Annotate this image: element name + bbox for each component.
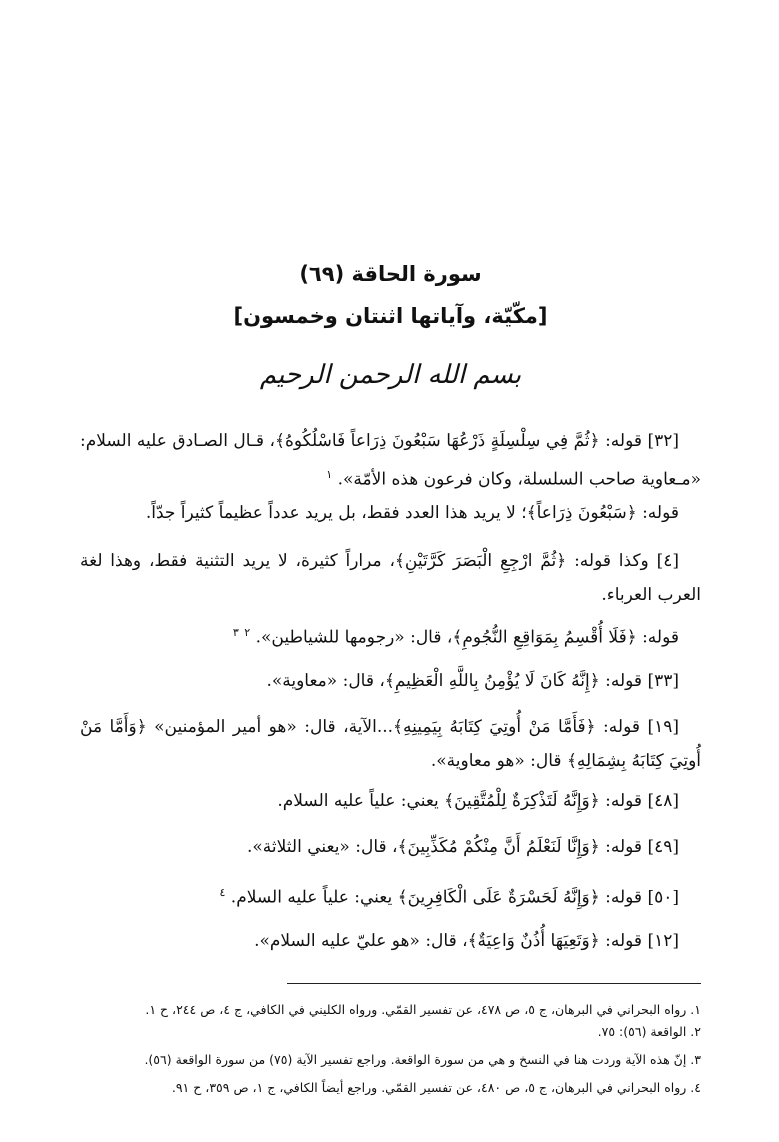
paragraph-verse-19 bbox=[80, 710, 701, 778]
paragraph-verse-4 bbox=[80, 544, 701, 612]
footnote-3: ٣. إنّ هذه الآية وردت هنا في النسخ و هي من سورة الواقعة. وراجع تفسير الآية (٧٥) من سورة الواقعة (٥٦). bbox=[144, 1052, 701, 1067]
paragraph-verse-12 bbox=[80, 924, 701, 958]
footnote-marker: ١ bbox=[326, 468, 333, 481]
paragraph-text: [٤٩] قوله: ﴿وَإِنَّا لَنَعْلَمُ أَنَّ مِنْكُمْ مُكَذِّبِينَ﴾، قال: «يعني الثلاثة». bbox=[246, 837, 679, 857]
paragraph-verse-50 bbox=[80, 876, 701, 915]
paragraph-text: [١٩] قوله: ﴿فَأَمَّا مَنْ أُوتِيَ كِتَابَهُ بِيَمِينِهِ﴾...الآية، قال: «هو أمير المؤمنين» ﴿وَأَمَّا مَنْ أُوتِيَ كِتَابَهُ بِشِمَالِهِ﴾ قال: «هو معاوية». bbox=[80, 717, 701, 771]
basmala-calligraphy: بسم الله الرحمن الرحيم bbox=[259, 360, 522, 390]
footnote-divider bbox=[287, 983, 701, 984]
paragraph-verse-33 bbox=[80, 664, 701, 698]
footnote-marker: ٢ bbox=[244, 626, 251, 639]
paragraph-text: قوله: ﴿فَلَا أُقْسِمُ بِمَوَاقِعِ النُّجُومِ﴾، قال: «رجومها للشياطين». bbox=[255, 627, 679, 648]
footnote-2: ٢. الواقعة (٥٦): ٧٥. bbox=[597, 1024, 701, 1039]
paragraph-seventy-cubits bbox=[80, 496, 701, 530]
paragraph-text: [٤] وكذا قوله: ﴿ثُمَّ ارْجِعِ الْبَصَرَ كَرَّتَيْنِ﴾، مراراً كثيرة، لا يريد التثنية فقط، وهذا لغة العرب العرباء. bbox=[80, 551, 701, 605]
paragraph-text: [٥٠] قوله: ﴿وَإِنَّهُ لَحَسْرَةٌ عَلَى الْكَافِرِينَ﴾ يعني: علياً عليه السلام. bbox=[230, 887, 679, 908]
footnote-1: ١. رواه البحراني في البرهان، ج ٥، ص ٤٧٨، عن تفسير القمّي. ورواه الكليني في الكافي، ج ٤، ص ٢٤٤، ح ١. bbox=[145, 1002, 701, 1017]
paragraph-verse-49 bbox=[80, 830, 701, 864]
footnote-marker: ٣ bbox=[232, 626, 239, 639]
surah-title: سورة الحاقة (٦٩) bbox=[299, 262, 482, 286]
document-page bbox=[80, 0, 701, 1142]
paragraph-mawaqi-nujum bbox=[80, 616, 701, 655]
footnote-marker: ٤ bbox=[219, 886, 226, 899]
paragraph-text: قوله: ﴿سَبْعُونَ ذِرَاعاً﴾؛ لا يريد هذا العدد فقط، بل يريد عدداً عظيماً كثيراً جدّاً. bbox=[145, 503, 679, 523]
paragraph-text: [١٢] قوله: ﴿وَتَعِيَهَا أُذُنٌ وَاعِيَةٌ﴾، قال: «هو عليّ عليه السلام». bbox=[254, 931, 679, 951]
paragraph-verse-32 bbox=[80, 424, 701, 497]
paragraph-verse-48 bbox=[80, 784, 701, 818]
paragraph-text: [٣٣] قوله: ﴿إِنَّهُ كَانَ لَا يُؤْمِنُ بِاللَّهِ الْعَظِيمِ﴾، قال: «معاوية». bbox=[266, 671, 679, 691]
surah-subtitle: [مكّيّة، وآياتها اثنتان وخمسون] bbox=[233, 304, 548, 328]
paragraph-text: [٣٢] قوله: ﴿ثُمَّ فِي سِلْسِلَةٍ ذَرْعُهَا سَبْعُونَ ذِرَاعاً فَاسْلُكُوهُ﴾، قـال الصـادق عليه السلام: «مـعاوية صاحب السلسلة، وكان فرعون هذه الأمّة». bbox=[80, 431, 701, 490]
paragraph-text: [٤٨] قوله: ﴿وَإِنَّهُ لَتَذْكِرَةٌ لِلْمُتَّقِينَ﴾ يعني: علياً عليه السلام. bbox=[277, 791, 679, 811]
footnote-4: ٤. رواه البحراني في البرهان، ج ٥، ص ٤٨٠، عن تفسير القمّي. وراجع أيضاً الكافي، ج ١، ص ٣٥٩، ح ٩١. bbox=[171, 1080, 701, 1095]
